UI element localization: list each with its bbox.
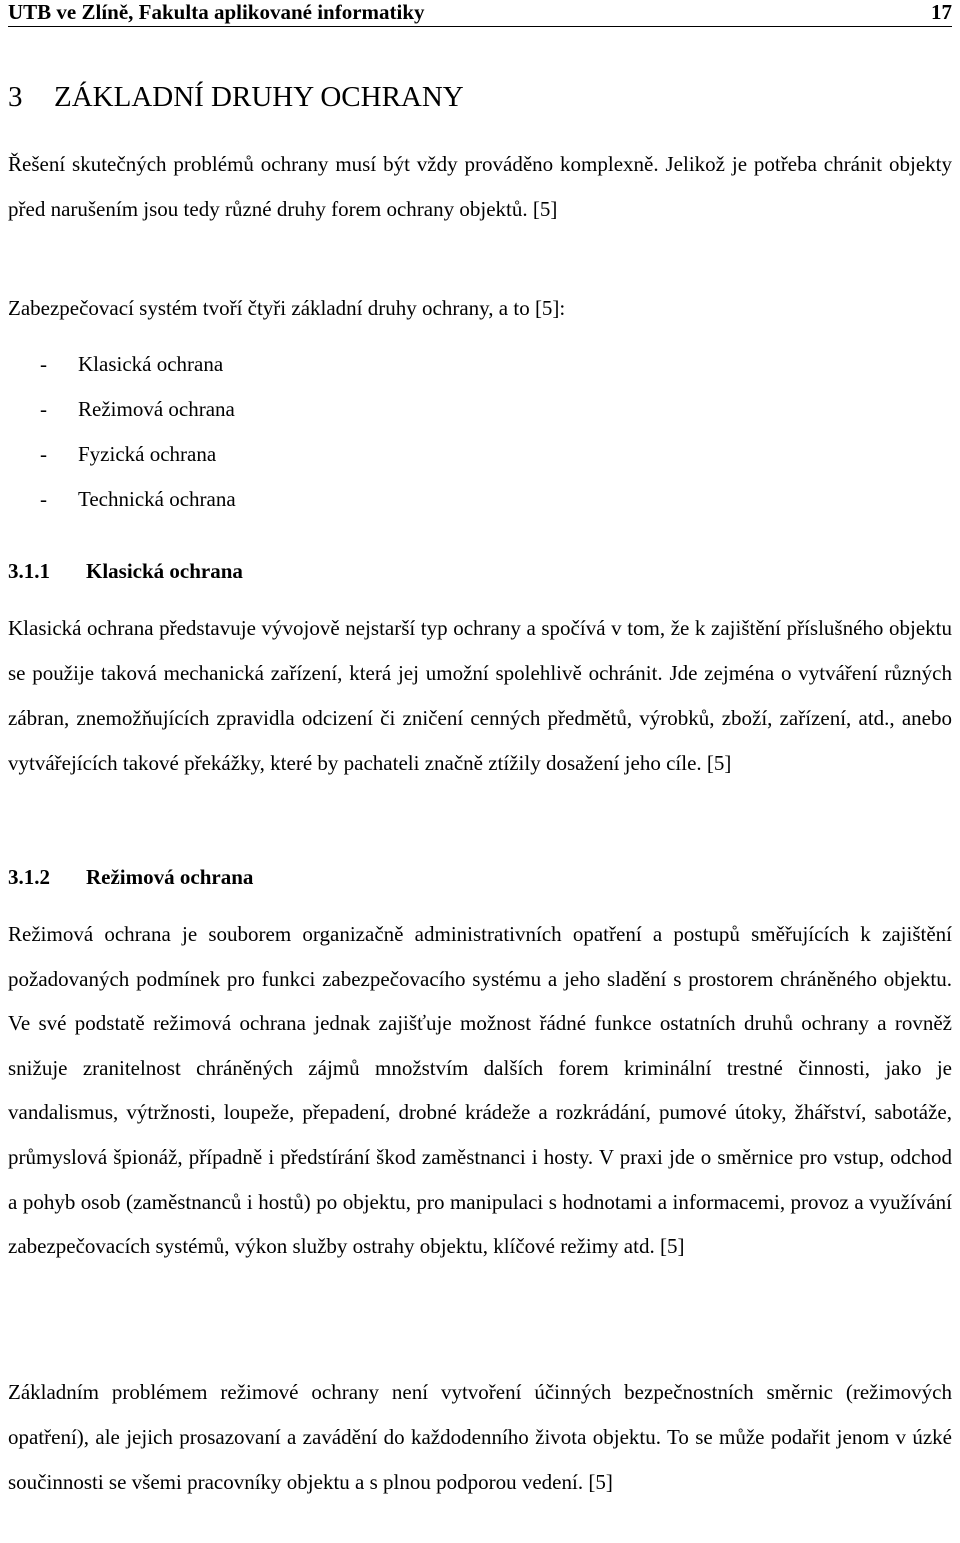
rezimova-paragraph-1: Režimová ochrana je souborem organizačně administrativních opatření a postupů směřujících k zajištění požadovaných podmínek pro funkci zabezpečovacího systému a jeho sladění s prostorem chráněného objektu. Ve své podstatě režimová ochrana jednak zajišťuje možnost řádné funkce ostatních druhů ochrany a rovněž snižuje zranitelnost chráněných zájmů množstvím dalších forem kriminální trestné činnosti, jako je vandalismus, výtržnosti, loupeže, přepadení, drobné krádeže a rozkrádání, pumové útoky, žhářství, sabotáže, průmyslová špionáž, případně i předstírání škod zaměstnanci i hosty. V praxi jde o směrnice pro vstup, odchod a pohyb osob (zaměstnanců i hostů) po objektu, pro manipulaci s hodnotami a informacemi, provoz a využívání zabezpečovacích systémů, výkon služby ostrahy objektu, klíčové režimy atd. [5]: [8, 922, 952, 1259]
list-item-label: Klasická ochrana: [78, 352, 224, 376]
rezimova-paragraph-2: Základním problémem režimové ochrany není vytvoření účinných bezpečnostních směrnic (režimových opatření), ale jejich prosazovaní a zavádění do každodenního života objektu. To se může podařit jenom v úzké součinnosti se všemi pracovníky objektu a s plnou podporou vedení. [5]: [8, 1380, 952, 1494]
types-paragraph: Zabezpečovací systém tvoří čtyři základní druhy ochrany, a to [5]:: [8, 296, 566, 320]
page-number: 17: [931, 0, 952, 24]
list-item: [8, 342, 236, 387]
list-item: [8, 432, 236, 477]
chapter-heading: [8, 80, 464, 114]
section-heading-rezimova: [8, 864, 253, 890]
section-number: 3.1.2: [8, 865, 50, 889]
page-header: [8, 0, 952, 27]
intro-paragraph: Řešení skutečných problémů ochrany musí být vždy prováděno komplexně. Jelikož je potřeba chránit objekty před narušením jsou tedy různé druhy forem ochrany objektů. [5]: [8, 152, 952, 221]
list-item-label: Technická ochrana: [78, 487, 236, 511]
chapter-title: ZÁKLADNÍ DRUHY OCHRANY: [54, 81, 464, 113]
list-item: [8, 477, 236, 522]
list-dash: -: [40, 442, 47, 466]
list-item: [8, 387, 236, 432]
list-dash: -: [40, 352, 47, 376]
section-heading-klasicka: [8, 558, 243, 584]
section-title: Režimová ochrana: [86, 865, 254, 889]
list-dash: -: [40, 487, 47, 511]
list-item-label: Fyzická ochrana: [78, 442, 217, 466]
chapter-number: 3: [8, 81, 23, 113]
section-title: Klasická ochrana: [86, 559, 243, 583]
protection-types-list: [8, 342, 236, 522]
list-dash: -: [40, 397, 47, 421]
list-item-label: Režimová ochrana: [78, 397, 235, 421]
header-title: UTB ve Zlíně, Fakulta aplikované informatiky: [8, 0, 425, 24]
klasicka-paragraph: Klasická ochrana představuje vývojově nejstarší typ ochrany a spočívá v tom, že k zajištění příslušného objektu se použije taková mechanická zařízení, která jej umožní spolehlivě ochránit. Jde zejména o vytváření různých zábran, znemožňujících zpravidla odcizení či zničení cenných předmětů, výrobků, zboží, zařízení, atd., anebo vytvářejících takové překážky, které by pachateli značně ztížily dosažení jeho cíle. [5]: [8, 616, 952, 775]
section-number: 3.1.1: [8, 559, 50, 583]
